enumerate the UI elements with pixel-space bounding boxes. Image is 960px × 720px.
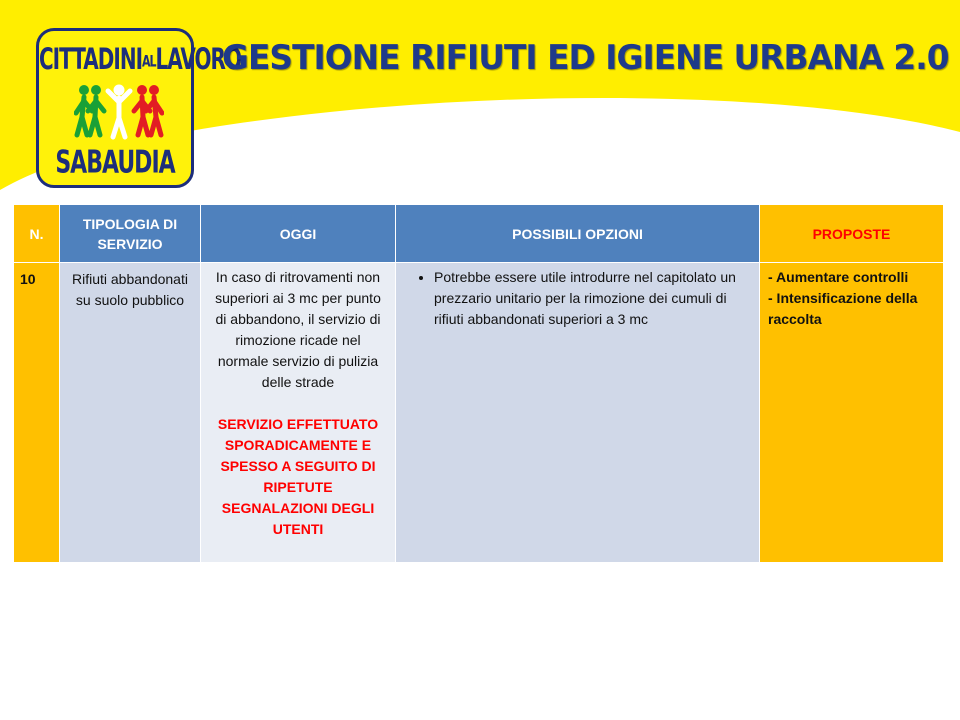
list-item: • Potrebbe essere utile introdurre nel capitolato un prezzario unitario per la rimozione dei cumuli di rifiuti abbandonati superiori a 3 mc: [434, 267, 749, 330]
logo-text-bottom: SABAUDIA: [55, 146, 175, 181]
header-n: N.: [14, 205, 60, 263]
header-opzioni: POSSIBILI OPZIONI: [396, 205, 760, 263]
table-header-row: [14, 205, 944, 263]
oggi-alert-text: SERVIZIO EFFETTUATO SPORADICAMENTE E SPESSO A SEGUITO DI RIPETUTE SEGNALAZIONI DEGLI UTENTI: [217, 416, 379, 537]
proposta-item: - Intensificazione della raccolta: [768, 290, 918, 327]
opzioni-list: [406, 267, 749, 330]
header-proposte: PROPOSTE: [760, 205, 944, 263]
proposta-item: - Aumentare controlli: [768, 269, 909, 285]
cell-proposte: [760, 263, 944, 563]
cell-oggi: [201, 263, 396, 563]
header-tipologia: TIPOLOGIA DI SERVIZIO: [60, 205, 201, 263]
header-oggi: OGGI: [201, 205, 396, 263]
logo: [36, 28, 241, 188]
page-title: GESTIONE RIFIUTI ED IGIENE URBANA 2.0: [222, 38, 949, 78]
services-table: [13, 204, 944, 563]
cell-tipologia: Rifiuti abbandonati su suolo pubblico: [60, 263, 201, 563]
people-figures-icon: [74, 81, 164, 143]
cell-number: 10: [14, 263, 60, 563]
logo-text-top: CITTADINIALLAVORO: [39, 41, 241, 77]
cell-opzioni: [396, 263, 760, 563]
table-row: [14, 263, 944, 563]
oggi-text: In caso di ritrovamenti non superiori ai 3 mc per punto di abbandono, il servizio di rimozione ricade nel normale servizio di pulizia delle strade: [215, 269, 381, 390]
